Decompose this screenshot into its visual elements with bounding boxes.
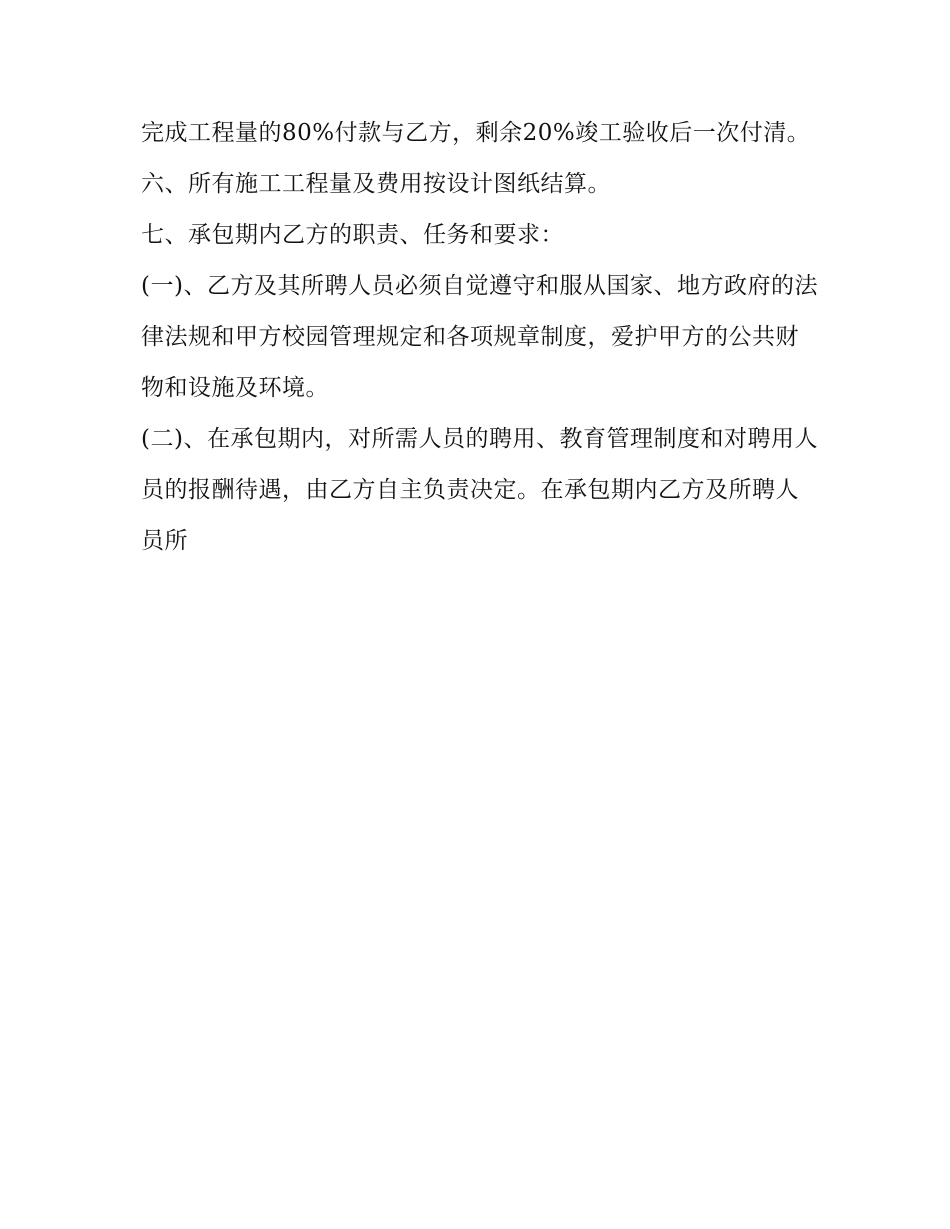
document-body (141, 108, 821, 567)
paragraph-section-seven-heading: 七、承包期内乙方的职责、任务和要求： (141, 222, 564, 248)
paragraph-clause-one: (一)、乙方及其所聘人员必须自觉遵守和服从国家、地方政府的法律法规和甲方校园管理规定和各项规章制度，爱护甲方的公共财物和设施及环境。 (141, 273, 818, 401)
paragraph-payment-terms: 完成工程量的80%付款与乙方，剩余20%竣工验收后一次付清。 六、所有施工工程量及费用按设计图纸结算。 (141, 120, 811, 197)
paragraph-clause-two: (二)、在承包期内，对所需人员的聘用、教育管理制度和对聘用人员的报酬待遇，由乙方自主负责决定。在承包期内乙方及所聘人员所 (141, 426, 818, 554)
